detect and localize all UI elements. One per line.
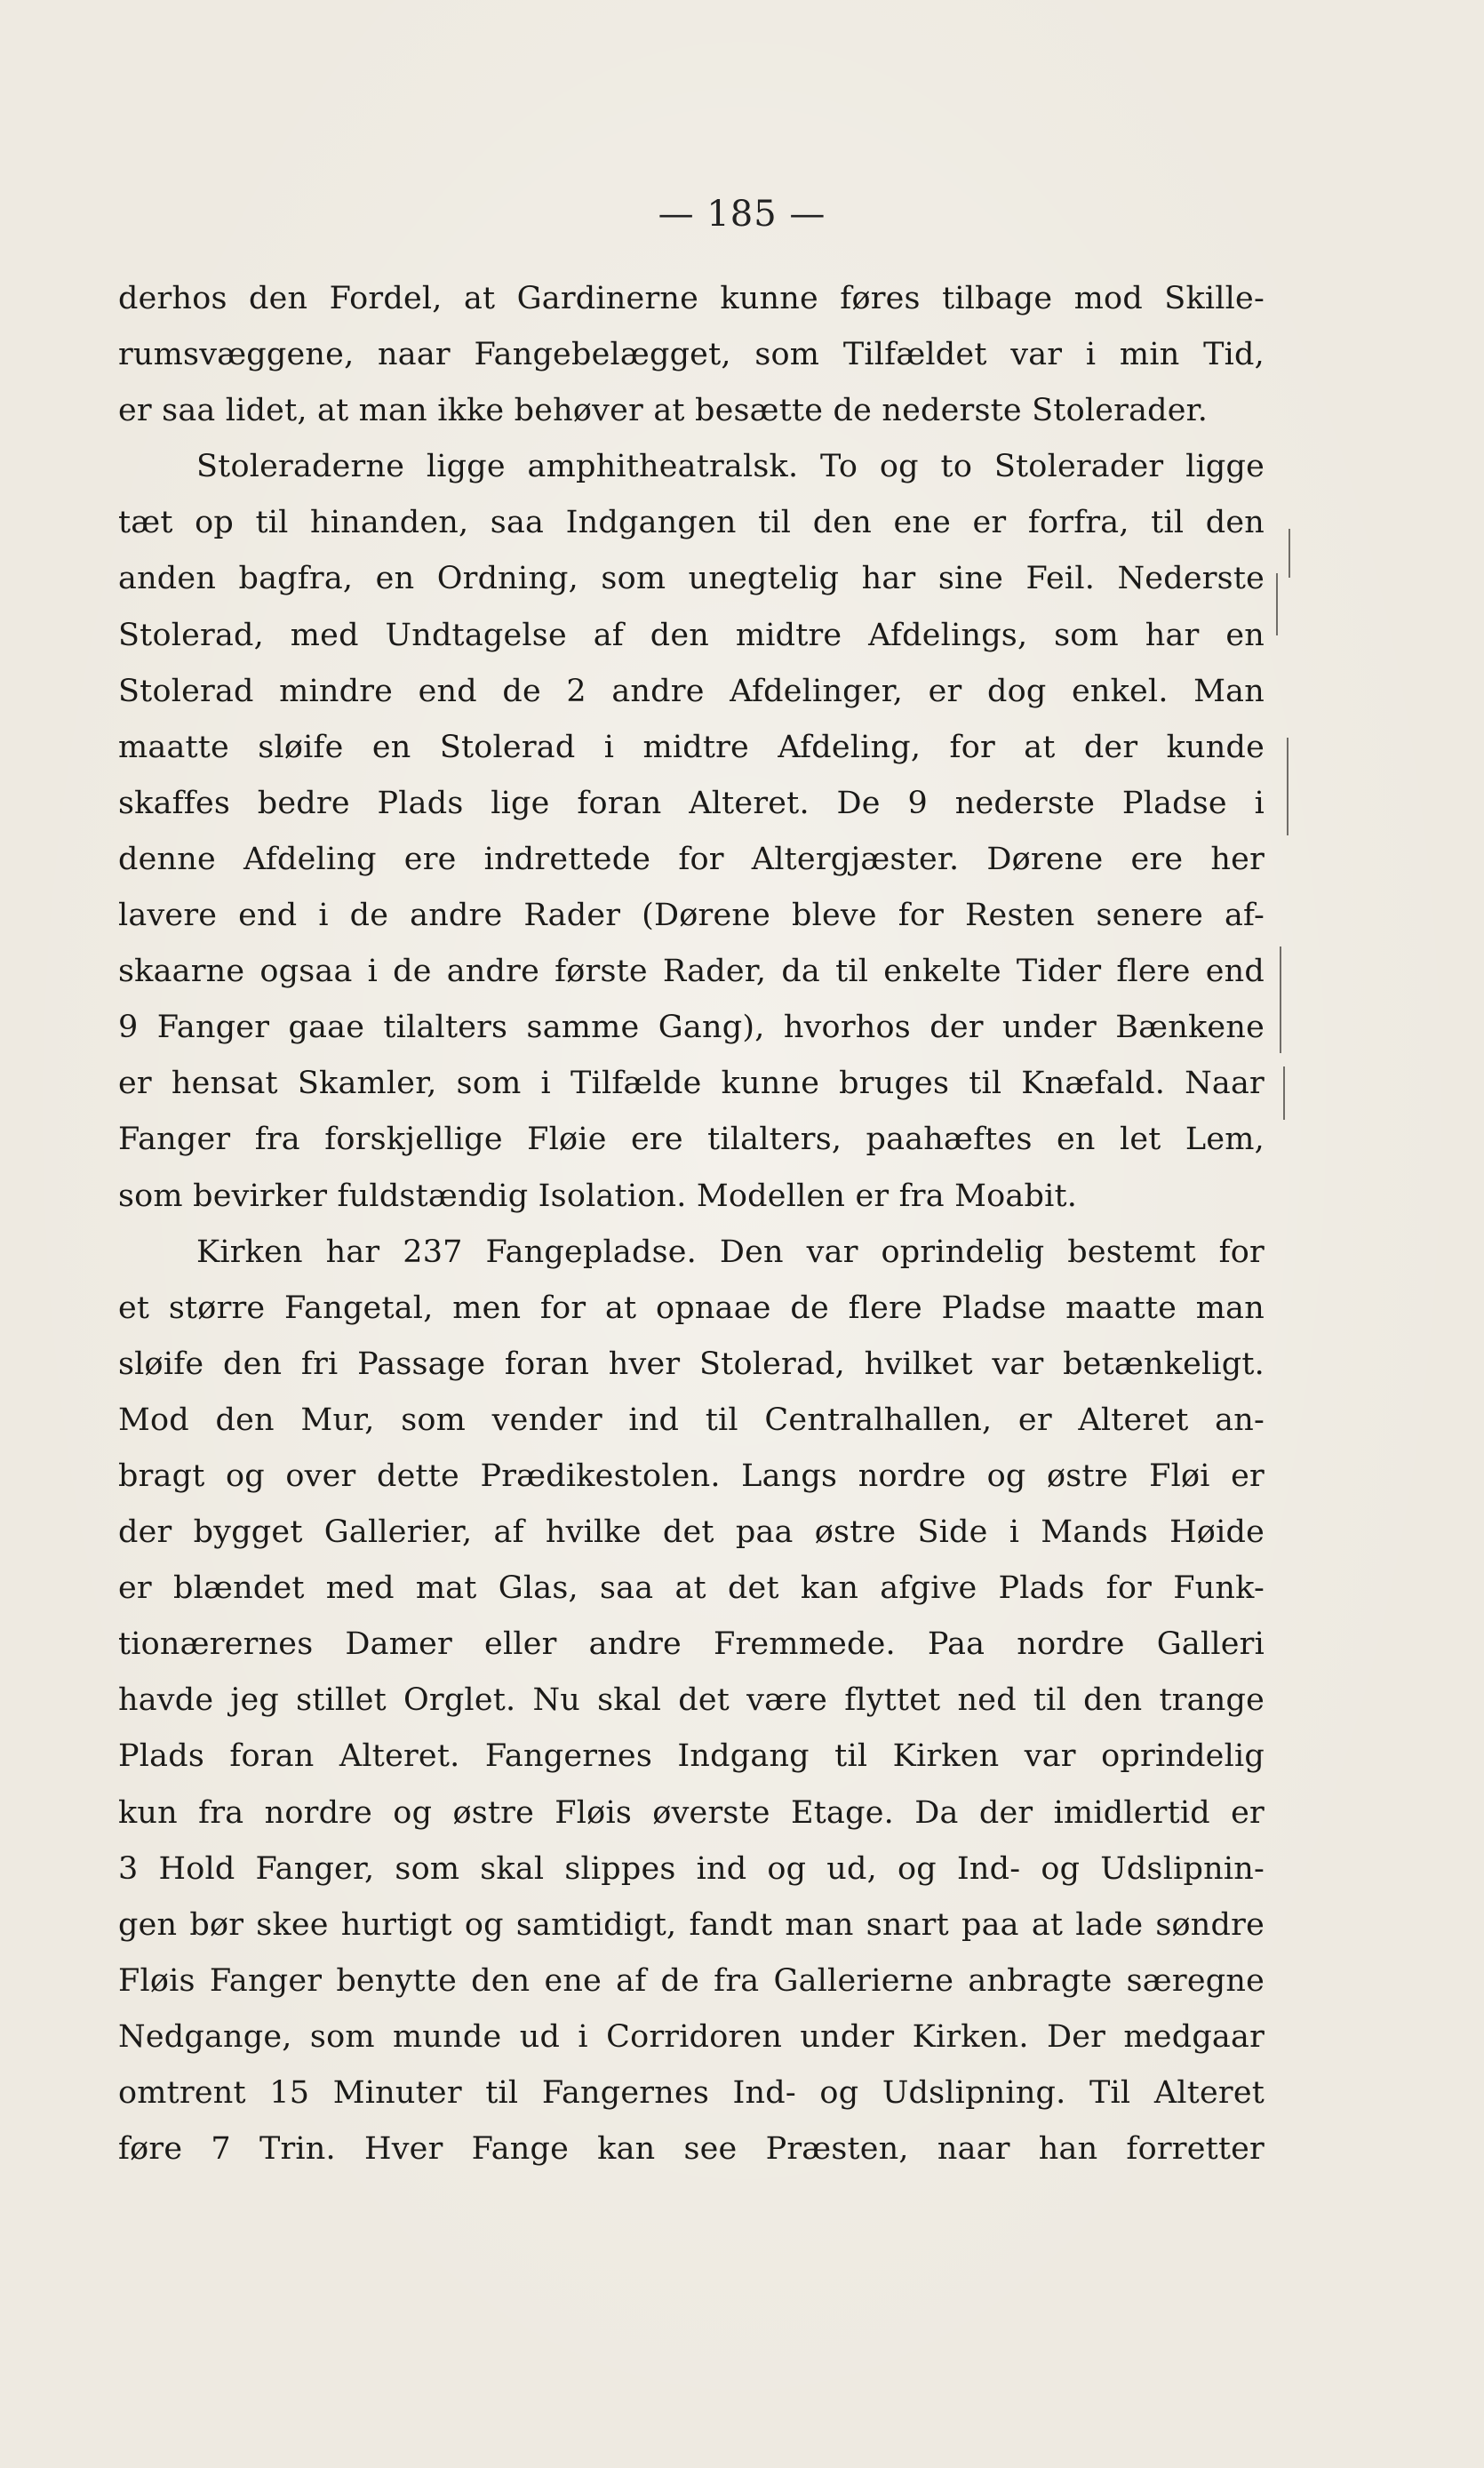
text-line: Stoleraderne ligge amphitheatralsk. To og to Stolerader ligge (196, 449, 1265, 485)
text-line: tionærernes Damer eller andre Fremmede. Paa nordre Galleri (118, 1626, 1265, 1663)
page-number: — 185 — (658, 194, 826, 235)
text-line: Stolerad mindre end de 2 andre Afdelinger, er dog enkel. Man (118, 673, 1265, 709)
text-line: Fanger fra forskjellige Fløie ere tilalters, paahæftes en let Lem, (118, 1122, 1265, 1158)
text-line: føre 7 Trin. Hver Fange kan see Præsten, naar han forretter (118, 2131, 1265, 2168)
text-line: 9 Fanger gaae tilalters samme Gang), hvorhos der under Bænkene (118, 1010, 1265, 1046)
text-line: tæt op til hinanden, saa Indgangen til den ene er forfra, til den (118, 505, 1265, 541)
margin-mark (1287, 738, 1289, 835)
text-line: lavere end i de andre Rader (Dørene bleve for Resten senere af- (118, 898, 1265, 934)
text-line: skaarne ogsaa i de andre første Rader, da til enkelte Tider flere end (118, 954, 1265, 990)
text-line: er blændet med mat Glas, saa at det kan afgive Plads for Funk- (118, 1570, 1265, 1607)
margin-mark (1276, 573, 1278, 635)
text-line: omtrent 15 Minuter til Fangernes Ind- og Udslipning. Til Alteret (118, 2075, 1265, 2111)
text-line: Stolerad, med Undtagelse af den midtre Afdelings, som har en (118, 617, 1265, 653)
text-line: kun fra nordre og østre Fløis øverste Etage. Da der imidlertid er (118, 1794, 1265, 1831)
body-text (118, 271, 1265, 2177)
text-line: rumsvæggene, naar Fangebelægget, som Tilfældet var i min Tid, (118, 337, 1265, 373)
text-line: Nedgange, som munde ud i Corridoren under Kirken. Der medgaar (118, 2018, 1265, 2055)
text-line: derhos den Fordel, at Gardinerne kunne føres tilbage mod Skille- (118, 281, 1265, 316)
text-line: er hensat Skamler, som i Tilfælde kunne bruges til Knæfald. Naar (118, 1066, 1265, 1102)
text-line: er saa lidet, at man ikke behøver at besætte de nederste Stolerader. (118, 393, 1209, 429)
text-line: Fløis Fanger benytte den ene af de fra Gallerierne anbragte særegne (118, 1962, 1265, 1999)
margin-mark (1289, 529, 1290, 578)
text-line: havde jeg stillet Orglet. Nu skal det være flyttet ned til den trange (118, 1682, 1265, 1719)
text-line: 3 Hold Fanger, som skal slippes ind og ud, og Ind- og Udslipnin- (118, 1850, 1265, 1887)
text-line: denne Afdeling ere indrettede for Altergjæster. Dørene ere her (118, 841, 1265, 877)
margin-mark (1280, 946, 1281, 1053)
text-line: anden bagfra, en Ordning, som unegtelig har sine Feil. Nederste (118, 561, 1265, 597)
text-line: sløife den fri Passage foran hver Stolerad, hvilket var betænkeligt. (118, 1346, 1265, 1382)
text-line: bragt og over dette Prædikestolen. Langs nordre og østre Fløi er (118, 1458, 1265, 1494)
text-line: som bevirker fuldstændig Isolation. Modellen er fra Moabit. (118, 1178, 1078, 1214)
text-line: Plads foran Alteret. Fangernes Indgang til Kirken var oprindelig (118, 1738, 1265, 1775)
margin-mark (1283, 1066, 1285, 1120)
text-line: Kirken har 237 Fangepladse. Den var oprindelig bestemt for (196, 1234, 1265, 1270)
text-line: maatte sløife en Stolerad i midtre Afdeling, for at der kunde (118, 729, 1265, 765)
text-line: gen bør skee hurtigt og samtidigt, fandt man snart paa at lade søndre (118, 1906, 1265, 1943)
text-line: Mod den Mur, som vender ind til Centralhallen, er Alteret an- (118, 1402, 1265, 1438)
text-line: der bygget Gallerier, af hvilke det paa østre Side i Mands Høide (118, 1514, 1265, 1551)
text-line: et større Fangetal, men for at opnaae de flere Pladse maatte man (118, 1290, 1265, 1326)
text-line: skaffes bedre Plads lige foran Alteret. De 9 nederste Pladse i (118, 785, 1265, 821)
